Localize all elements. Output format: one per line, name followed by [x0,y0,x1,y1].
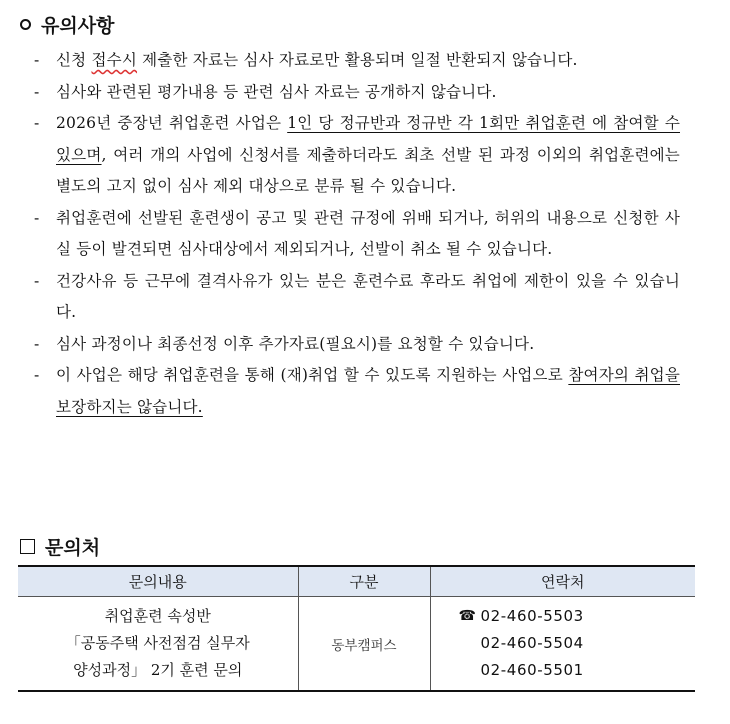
table-row [18,597,695,692]
dash-bullet: - [34,82,40,101]
header-inquiry: 문의내용 [18,566,298,597]
phone-icon: ☎ [458,608,476,624]
dash-bullet: - [34,114,40,132]
contact-table [18,565,695,692]
contact-title: 문의처 [45,537,101,559]
phone-number[interactable]: 02-460-5501 [480,661,584,679]
inquiry-cell [18,597,298,692]
notice-text: 1인 당 정규반과 정규반 각 1회만 취업훈련 에 참여할 수 있으며 [56,114,680,164]
dash-bullet: - [34,271,40,290]
notice-item [32,108,680,203]
notice-item [32,329,680,361]
notice-item [32,203,680,266]
notice-text: 2026년 중장년 취업훈련 사업은 [56,114,288,132]
inquiry-line: 취업훈련 속성반 [104,607,211,625]
circle-bullet-icon [20,19,31,30]
dash-bullet: - [34,208,40,227]
notice-text: 심사 과정이나 최종선정 이후 추가자료(필요시)를 요청할 수 있습니다. [56,334,535,353]
square-bullet-icon [20,539,35,554]
contact-heading [20,533,100,560]
notice-heading [20,11,114,38]
notice-text: 심사와 관련된 평가내용 등 관련 심사 자료는 공개하지 않습니다. [56,82,497,101]
notice-text: 이 사업은 해당 취업훈련을 통해 (재)취업 할 수 있도록 지원하는 사업으로 [56,366,569,384]
notice-item [32,45,680,77]
notice-text: 신청 [56,51,92,69]
notice-list [32,45,680,423]
inquiry-line: 양성과정」 2기 훈련 문의 [73,661,243,679]
notice-text: 접수시 [91,51,138,69]
notice-text: 참여자의 취업을 보장하지는 않습니다. [56,366,680,416]
header-division: 구분 [298,566,430,597]
phone-number[interactable]: 02-460-5504 [480,634,584,652]
contact-table-header-row [18,566,695,597]
phone-cell [430,597,695,692]
dash-bullet: - [34,334,40,353]
inquiry-line: 「공동주택 사전점검 실무자 [65,634,250,652]
phone-number[interactable]: 02-460-5503 [480,607,584,625]
notice-text: 건강사유 등 근무에 결격사유가 있는 분은 훈련수료 후라도 취업에 제한이 있을 수 있습니다. [56,271,680,321]
notice-title: 유의사항 [41,15,115,37]
dash-bullet: - [34,51,40,69]
notice-text: 제출한 자료는 심사 자료로만 활용되며 일절 반환되지 않습니다. [137,51,578,69]
notice-text: 취업훈련에 선발된 훈련생이 공고 및 관련 규정에 위배 되거나, 허위의 내용으로 신청한 사실 등이 발견되면 심사대상에서 제외되거나, 선발이 취소 될 수 있습니다. [56,208,680,258]
notice-item [32,266,680,329]
dash-bullet: - [34,366,40,384]
notice-item [32,360,680,423]
division-cell: 동부캠퍼스 [298,597,430,692]
notice-item [32,77,680,109]
notice-text: , 여러 개의 사업에 신청서를 제출하더라도 최초 선발 된 과정 이외의 취업훈련에는 별도의 고지 없이 심사 제외 대상으로 분류 될 수 있습니다. [56,145,680,195]
header-phone: 연락처 [430,566,695,597]
